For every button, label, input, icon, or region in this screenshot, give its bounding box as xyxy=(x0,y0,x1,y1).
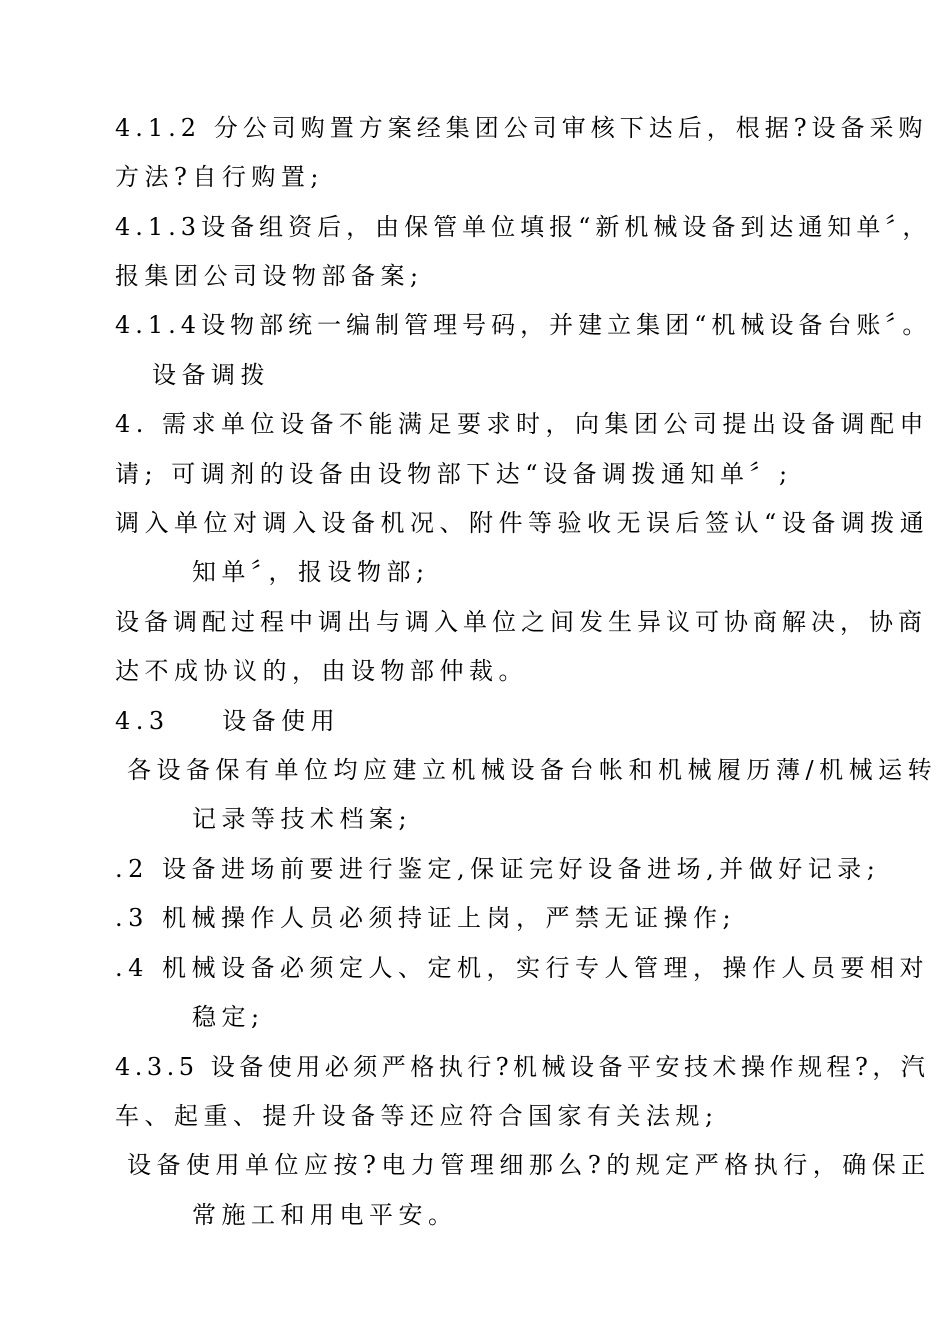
text-line: .4 机械设备必须定人、定机，实行专人管理，操作人员要相对 xyxy=(115,954,930,982)
section-heading: 设备调拨 xyxy=(152,361,270,389)
text-line: 调入单位对调入设备机况、附件等验收无误后签认“设备调拨通 xyxy=(115,509,930,537)
text-line: .3 机械操作人员必须持证上岗，严禁无证操作; xyxy=(115,904,737,932)
text-line: 车、起重、提升设备等还应符合国家有关法规; xyxy=(115,1102,719,1130)
text-line: 报集团公司设物部备案; xyxy=(115,262,424,290)
text-line: 设备使用单位应按?电力管理细那么?的规定严格执行，确保正 xyxy=(127,1151,931,1179)
text-line: 方法?自行购置; xyxy=(115,163,324,191)
text-line: 达不成协议的，由设物部仲裁。 xyxy=(115,657,528,685)
text-line: 常施工和用电平安。 xyxy=(192,1201,458,1229)
section-heading: 4.3 设备使用 xyxy=(115,707,341,735)
text-line: 记录等技术档案; xyxy=(192,805,413,833)
text-line: 各设备保有单位均应建立机械设备台帐和机械履历薄/机械运转 xyxy=(127,756,938,784)
text-line: 4.1.4设物部统一编制管理号码，并建立集团“机械设备台账〞。 xyxy=(115,311,932,339)
text-line: 4.1.3设备组资后，由保管单位填报“新机械设备到达通知单〞， xyxy=(115,213,932,241)
text-line: 4.1.2 分公司购置方案经集团公司审核下达后，根据?设备采购 xyxy=(115,114,928,142)
text-line: 4.3.5 设备使用必须严格执行?机械设备平安技术操作规程?，汽 xyxy=(115,1053,930,1081)
text-line: 设备调配过程中调出与调入单位之间发生异议可协商解决，协商 xyxy=(115,608,927,636)
text-line: 请; 可调剂的设备由设物部下达“设备调拨通知单〞; xyxy=(115,460,793,488)
text-line: 4. 需求单位设备不能满足要求时，向集团公司提出设备调配申 xyxy=(115,410,930,438)
text-line: 知单〞，报设物部; xyxy=(192,558,430,586)
text-line: .2 设备进场前要进行鉴定,保证完好设备进场,并做好记录; xyxy=(115,855,881,883)
text-line: 稳定; xyxy=(192,1003,265,1031)
